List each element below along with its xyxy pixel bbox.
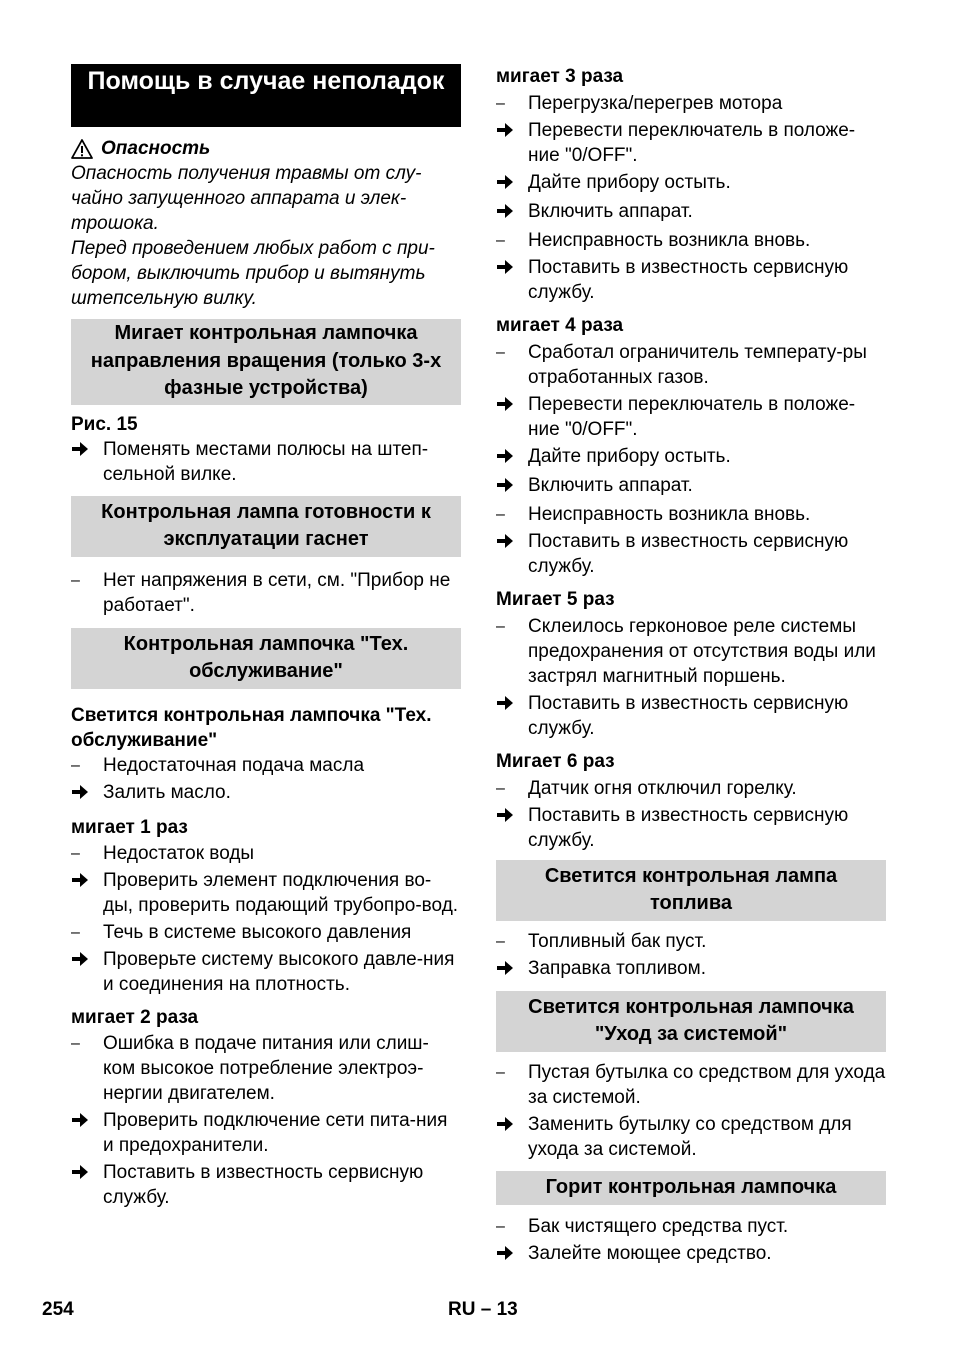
- list-item: Включить аппарат.: [496, 473, 886, 500]
- right-column: [496, 64, 886, 1268]
- page-number: 254: [42, 1299, 74, 1320]
- arrow-right-icon: [71, 437, 103, 487]
- list-item: Перевести переключатель в положе-ние "0/OFF".: [496, 392, 886, 442]
- list-item: Поставить в известность сервисную службу.: [496, 529, 886, 579]
- section-heading: Горит контрольная лампочка: [496, 1171, 886, 1205]
- list-item: – Датчик огня отключил горелку.: [496, 778, 797, 799]
- list-item: – Перегрузка/перегрев мотора: [496, 93, 783, 114]
- arrow-right-icon: [496, 118, 528, 168]
- arrow-right-icon: [496, 1112, 528, 1162]
- list-item: – Пустая бутылка со средством для ухода за системой.: [496, 1062, 886, 1108]
- list-item: – Недостаток воды: [71, 842, 255, 864]
- list-item: Залить масло.: [71, 780, 461, 807]
- dash-marker: –: [496, 933, 505, 950]
- dash-marker: –: [496, 344, 505, 361]
- arrow-right-icon: [496, 444, 528, 471]
- list-item: – Неисправность возникла вновь.: [496, 504, 811, 525]
- list-item: Проверьте систему высокого давле-ния и соединения на плотность.: [71, 947, 461, 997]
- danger-text: Перед проведением любых работ с при-бором, выключить прибор и вытянуть штепсельную вилку.: [71, 238, 435, 309]
- list-item: Перевести переключатель в положе-ние "0/OFF".: [496, 118, 886, 168]
- list-item: Заправка топливом.: [496, 956, 886, 983]
- dash-marker: –: [496, 1218, 505, 1235]
- left-column: [71, 64, 461, 1210]
- list-item: Проверить подключение сети пита-ния и предохранители.: [71, 1108, 461, 1158]
- list-item: – Топливный бак пуст.: [496, 931, 707, 952]
- arrow-right-icon: [496, 473, 528, 500]
- list-item: Дайте прибору остыть.: [496, 170, 886, 197]
- subheading: мигает 2 раза: [71, 1006, 199, 1028]
- list-item: Дайте прибору остыть.: [496, 444, 886, 471]
- dash-marker: –: [496, 1064, 505, 1081]
- list-item: – Склеилось герконовое реле системы предохранения от отсутствия воды или застрял магнитный поршень.: [496, 616, 876, 687]
- list-item: – Течь в системе высокого давления: [71, 921, 412, 943]
- section-heading: Контрольная лампочка "Тех. обслуживание": [71, 628, 461, 689]
- arrow-right-icon: [71, 947, 103, 997]
- list-item: – Бак чистящего средства пуст.: [496, 1216, 789, 1237]
- arrow-right-icon: [496, 1241, 528, 1268]
- arrow-right-icon: [71, 1108, 103, 1158]
- arrow-right-icon: [496, 392, 528, 442]
- dash-marker: –: [496, 780, 505, 797]
- list-item: Заменить бутылку со средством для ухода за системой.: [496, 1112, 886, 1162]
- dash-marker: –: [496, 506, 505, 523]
- dash-marker: –: [496, 95, 505, 112]
- danger-heading: [71, 136, 461, 161]
- warning-triangle-icon: [71, 139, 93, 159]
- subheading: Мигает 6 раз: [496, 751, 615, 772]
- section-heading: Контрольная лампа готовности к эксплуатации гаснет: [71, 496, 461, 557]
- arrow-right-icon: [71, 1160, 103, 1210]
- list-item: Поставить в известность сервисную службу.: [496, 255, 886, 305]
- arrow-right-icon: [496, 529, 528, 579]
- section-heading: Светится контрольная лампочка "Уход за системой": [496, 991, 886, 1052]
- subheading: Мигает 5 раз: [496, 589, 615, 610]
- list-item: – Нет напряжения в сети, см. "Прибор не работает".: [71, 569, 451, 616]
- arrow-right-icon: [496, 199, 528, 226]
- list-item: – Ошибка в подаче питания или слиш-ком высокое потребление электроэ-нергии двигателем.: [71, 1032, 429, 1104]
- list-item: – Недостаточная подача масла: [71, 754, 365, 776]
- figure-reference: Рис. 15: [71, 413, 138, 435]
- dash-marker: –: [71, 923, 80, 941]
- list-item: Поставить в известность сервисную службу.: [71, 1160, 461, 1210]
- dash-marker: –: [496, 618, 505, 635]
- dash-marker: –: [71, 1034, 80, 1052]
- list-item: Поставить в известность сервисную службу.: [496, 691, 886, 741]
- subheading: мигает 1 раз: [71, 816, 188, 838]
- dash-marker: –: [71, 756, 80, 774]
- arrow-right-icon: [71, 868, 103, 918]
- list-item: – Неисправность возникла вновь.: [496, 230, 811, 251]
- list-item: – Сработал ограничитель температу-ры отработанных газов.: [496, 342, 867, 388]
- arrow-right-icon: [496, 956, 528, 983]
- dash-marker: –: [496, 232, 505, 249]
- page-title: Помощь в случае неполадок: [71, 64, 461, 127]
- list-item: Залейте моющее средство.: [496, 1241, 886, 1268]
- arrow-right-icon: [496, 255, 528, 305]
- list-item: Включить аппарат.: [496, 199, 886, 226]
- dash-marker: –: [71, 844, 80, 862]
- list-item: Проверить элемент подключения во-ды, проверить подающий трубопро-вод.: [71, 868, 461, 918]
- section-heading: Светится контрольная лампа топлива: [496, 860, 886, 921]
- danger-text: Опасность получения травмы от слу-чайно запущенного аппарата и элек-трошока.: [71, 163, 422, 234]
- arrow-right-icon: [496, 170, 528, 197]
- arrow-right-icon: [496, 691, 528, 741]
- danger-title: Опасность: [101, 138, 211, 159]
- dash-marker: –: [71, 571, 80, 589]
- arrow-right-icon: [496, 803, 528, 853]
- page-label: RU – 13: [448, 1299, 518, 1320]
- subheading: мигает 4 раза: [496, 315, 624, 336]
- list-item: Поставить в известность сервисную службу.: [496, 803, 886, 853]
- section-heading: Мигает контрольная лампочка направления вращения (только 3-х фазные устройства): [71, 319, 461, 405]
- list-item: Поменять местами полюсы на штеп-сельной вилке.: [71, 437, 461, 487]
- arrow-right-icon: [71, 780, 103, 807]
- subheading: мигает 3 раза: [496, 66, 624, 87]
- subheading: Светится контрольная лампочка "Тех. обслуживание": [71, 704, 432, 751]
